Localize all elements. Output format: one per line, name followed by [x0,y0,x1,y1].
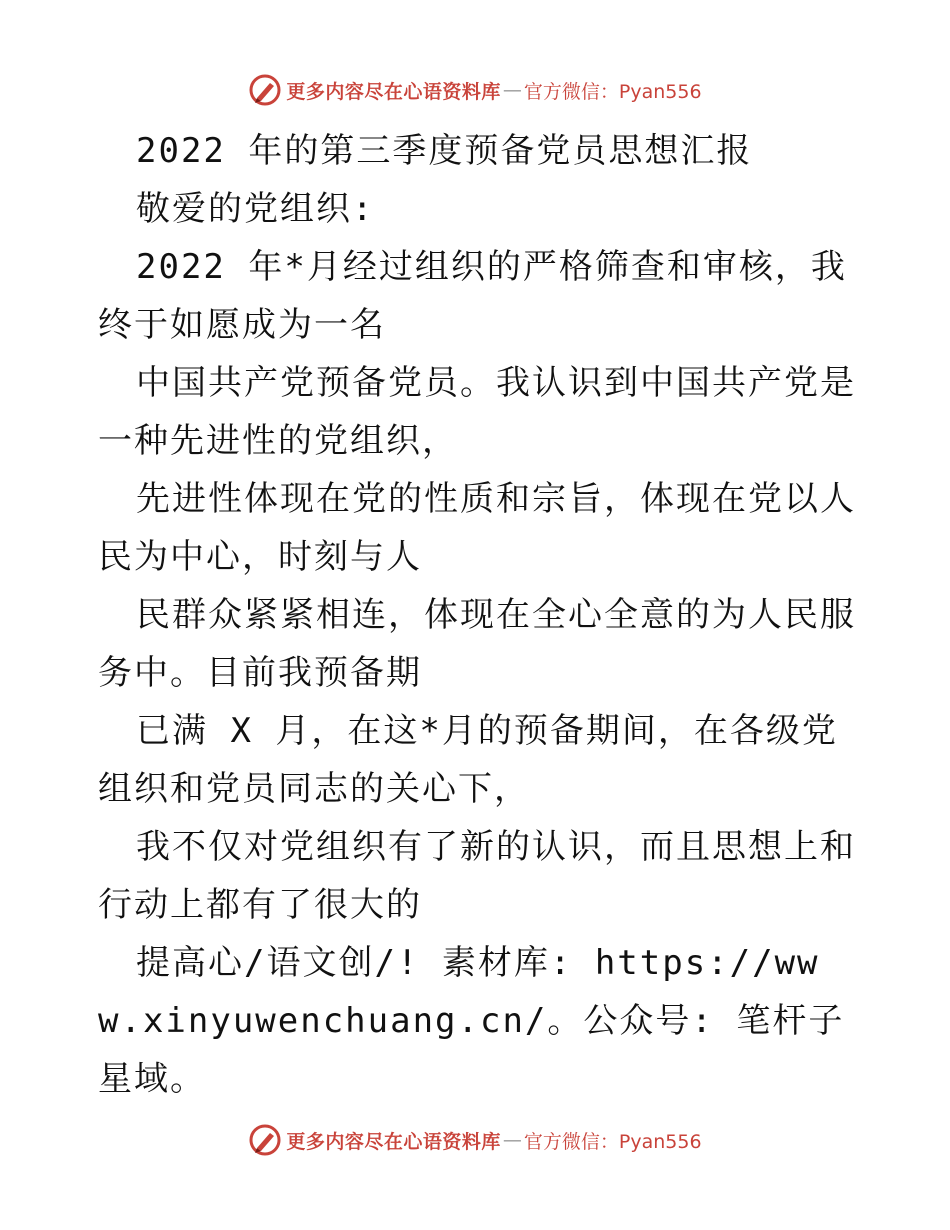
banner-wechat-text: 官方微信：Pyan556 [523,1130,702,1153]
document-paragraph: 我不仅对党组织有了新的认识，而且思想上和行动上都有了很大的 [98,827,856,925]
document-paragraph: 中国共产党预备党员。我认识到中国共产党是一种先进性的党组织， [98,363,856,461]
document-salutation: 敬爱的党组织: [136,189,375,229]
document-title: 2022 年的第三季度预备党员思想汇报 [136,131,753,171]
banner-promo-text: 更多内容尽在心语资料库 [286,1130,501,1153]
banner-separator: — [502,79,522,101]
banner-promo-text: 更多内容尽在心语资料库 [286,80,501,103]
pen-logo-icon [248,73,282,107]
document-paragraph: 提高心/语文创/! 素材库: https://www.xinyuwenchuang.cn/。公众号: 笔杆子星域。 [98,943,845,1099]
document-paragraph: 先进性体现在党的性质和宗旨，体现在党以人民为中心，时刻与人 [98,479,856,577]
document-body [98,122,858,1108]
pen-logo-icon [248,1123,282,1157]
document-paragraph: 民群众紧紧相连，体现在全心全意的为人民服务中。目前我预备期 [98,595,856,693]
footer-banner [0,1120,950,1160]
header-banner [0,70,950,110]
banner-wechat-text: 官方微信：Pyan556 [523,80,702,103]
document-paragraph: 已满 X 月，在这*月的预备期间，在各级党组织和党员同志的关心下， [98,711,838,809]
document-paragraph: 2022 年*月经过组织的严格筛查和审核，我终于如愿成为一名 [98,247,847,345]
banner-separator: — [502,1129,522,1151]
